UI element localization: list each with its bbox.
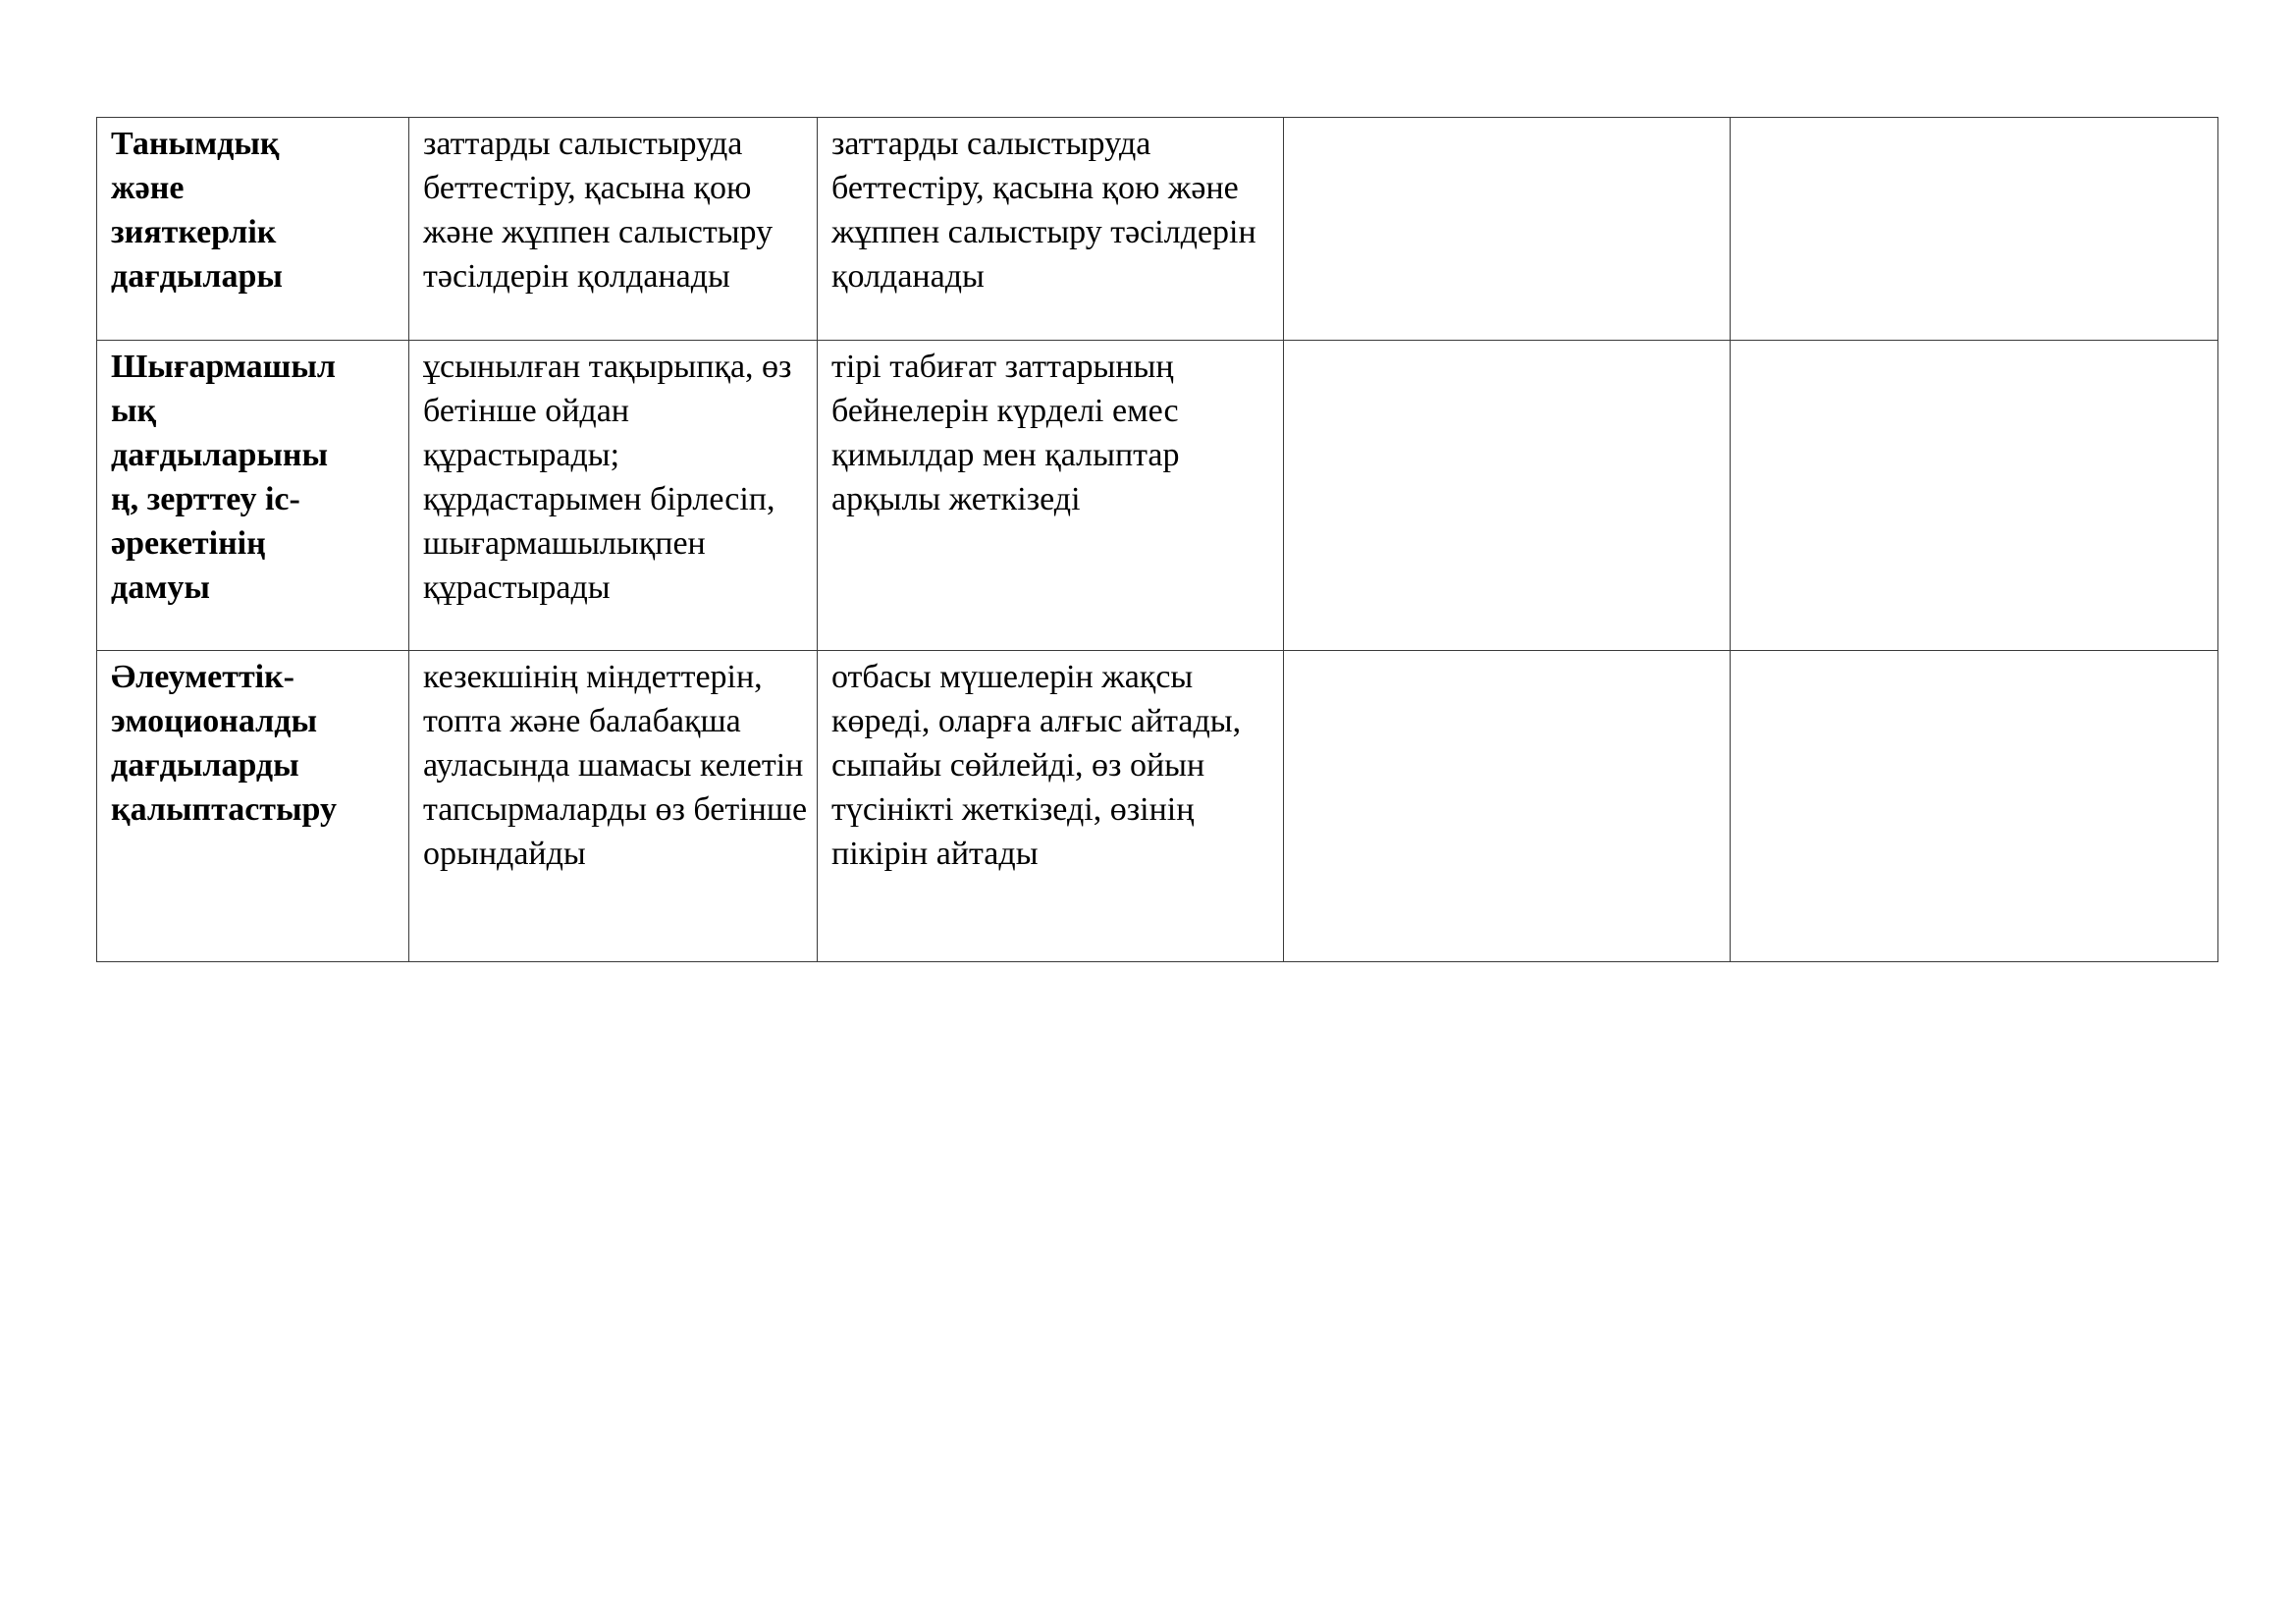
empty-table-cell [1284, 651, 1731, 962]
empty-table-cell [1284, 341, 1731, 651]
table-cell [409, 651, 818, 962]
table-row [97, 651, 2218, 962]
table-cell [818, 651, 1284, 962]
empty-table-cell [1731, 341, 2218, 651]
cell-text: кезекшінің міндеттерін, топта және балабақша ауласында шамасы келетін тапсырмаларды өз бетінше орындайды [423, 659, 808, 872]
table-row [97, 118, 2218, 341]
cell-text: ұсынылған тақырыпқа, өз бетінше ойдан құрастырады; құрдастарымен бірлесіп, шығармашылықпен құрастырады [423, 349, 792, 606]
cell-text: заттарды салыстыруда беттестіру, қасына қою және жұппен салыстыру тәсілдерін қолданады [423, 126, 774, 295]
table-cell [818, 341, 1284, 651]
development-assessment-table [96, 117, 2218, 962]
skill-area-cell [97, 118, 409, 341]
table-row [97, 341, 2218, 651]
skill-area-cell [97, 651, 409, 962]
table-cell [409, 118, 818, 341]
table-cell [409, 341, 818, 651]
empty-table-cell [1731, 118, 2218, 341]
cell-text: тірі табиғат заттарының бейнелерін күрделі емес қимылдар мен қалыптар арқылы жеткізеді [831, 349, 1180, 517]
cell-text: заттарды салыстыруда беттестіру, қасына қою және жұппен салыстыру тәсілдерін қолданады [831, 126, 1256, 295]
cell-text: отбасы мүшелерін жақсы көреді, оларға алғыс айтады, сыпайы сөйлейді, өз ойын түсінікті жеткізеді, өзінің пікірін айтады [831, 659, 1242, 872]
empty-table-cell [1731, 651, 2218, 962]
empty-table-cell [1284, 118, 1731, 341]
table-cell [818, 118, 1284, 341]
skill-area-cell [97, 341, 409, 651]
skill-area-label: Шығармашыл ық дағдыларыны ң, зерттеу іс- әрекетінің дамуы [111, 349, 336, 606]
skill-area-label: Танымдық және зияткерлік дағдылары [111, 126, 283, 295]
skill-area-label: Әлеуметтік- эмоционалды дағдыларды қалыптастыру [111, 659, 338, 828]
